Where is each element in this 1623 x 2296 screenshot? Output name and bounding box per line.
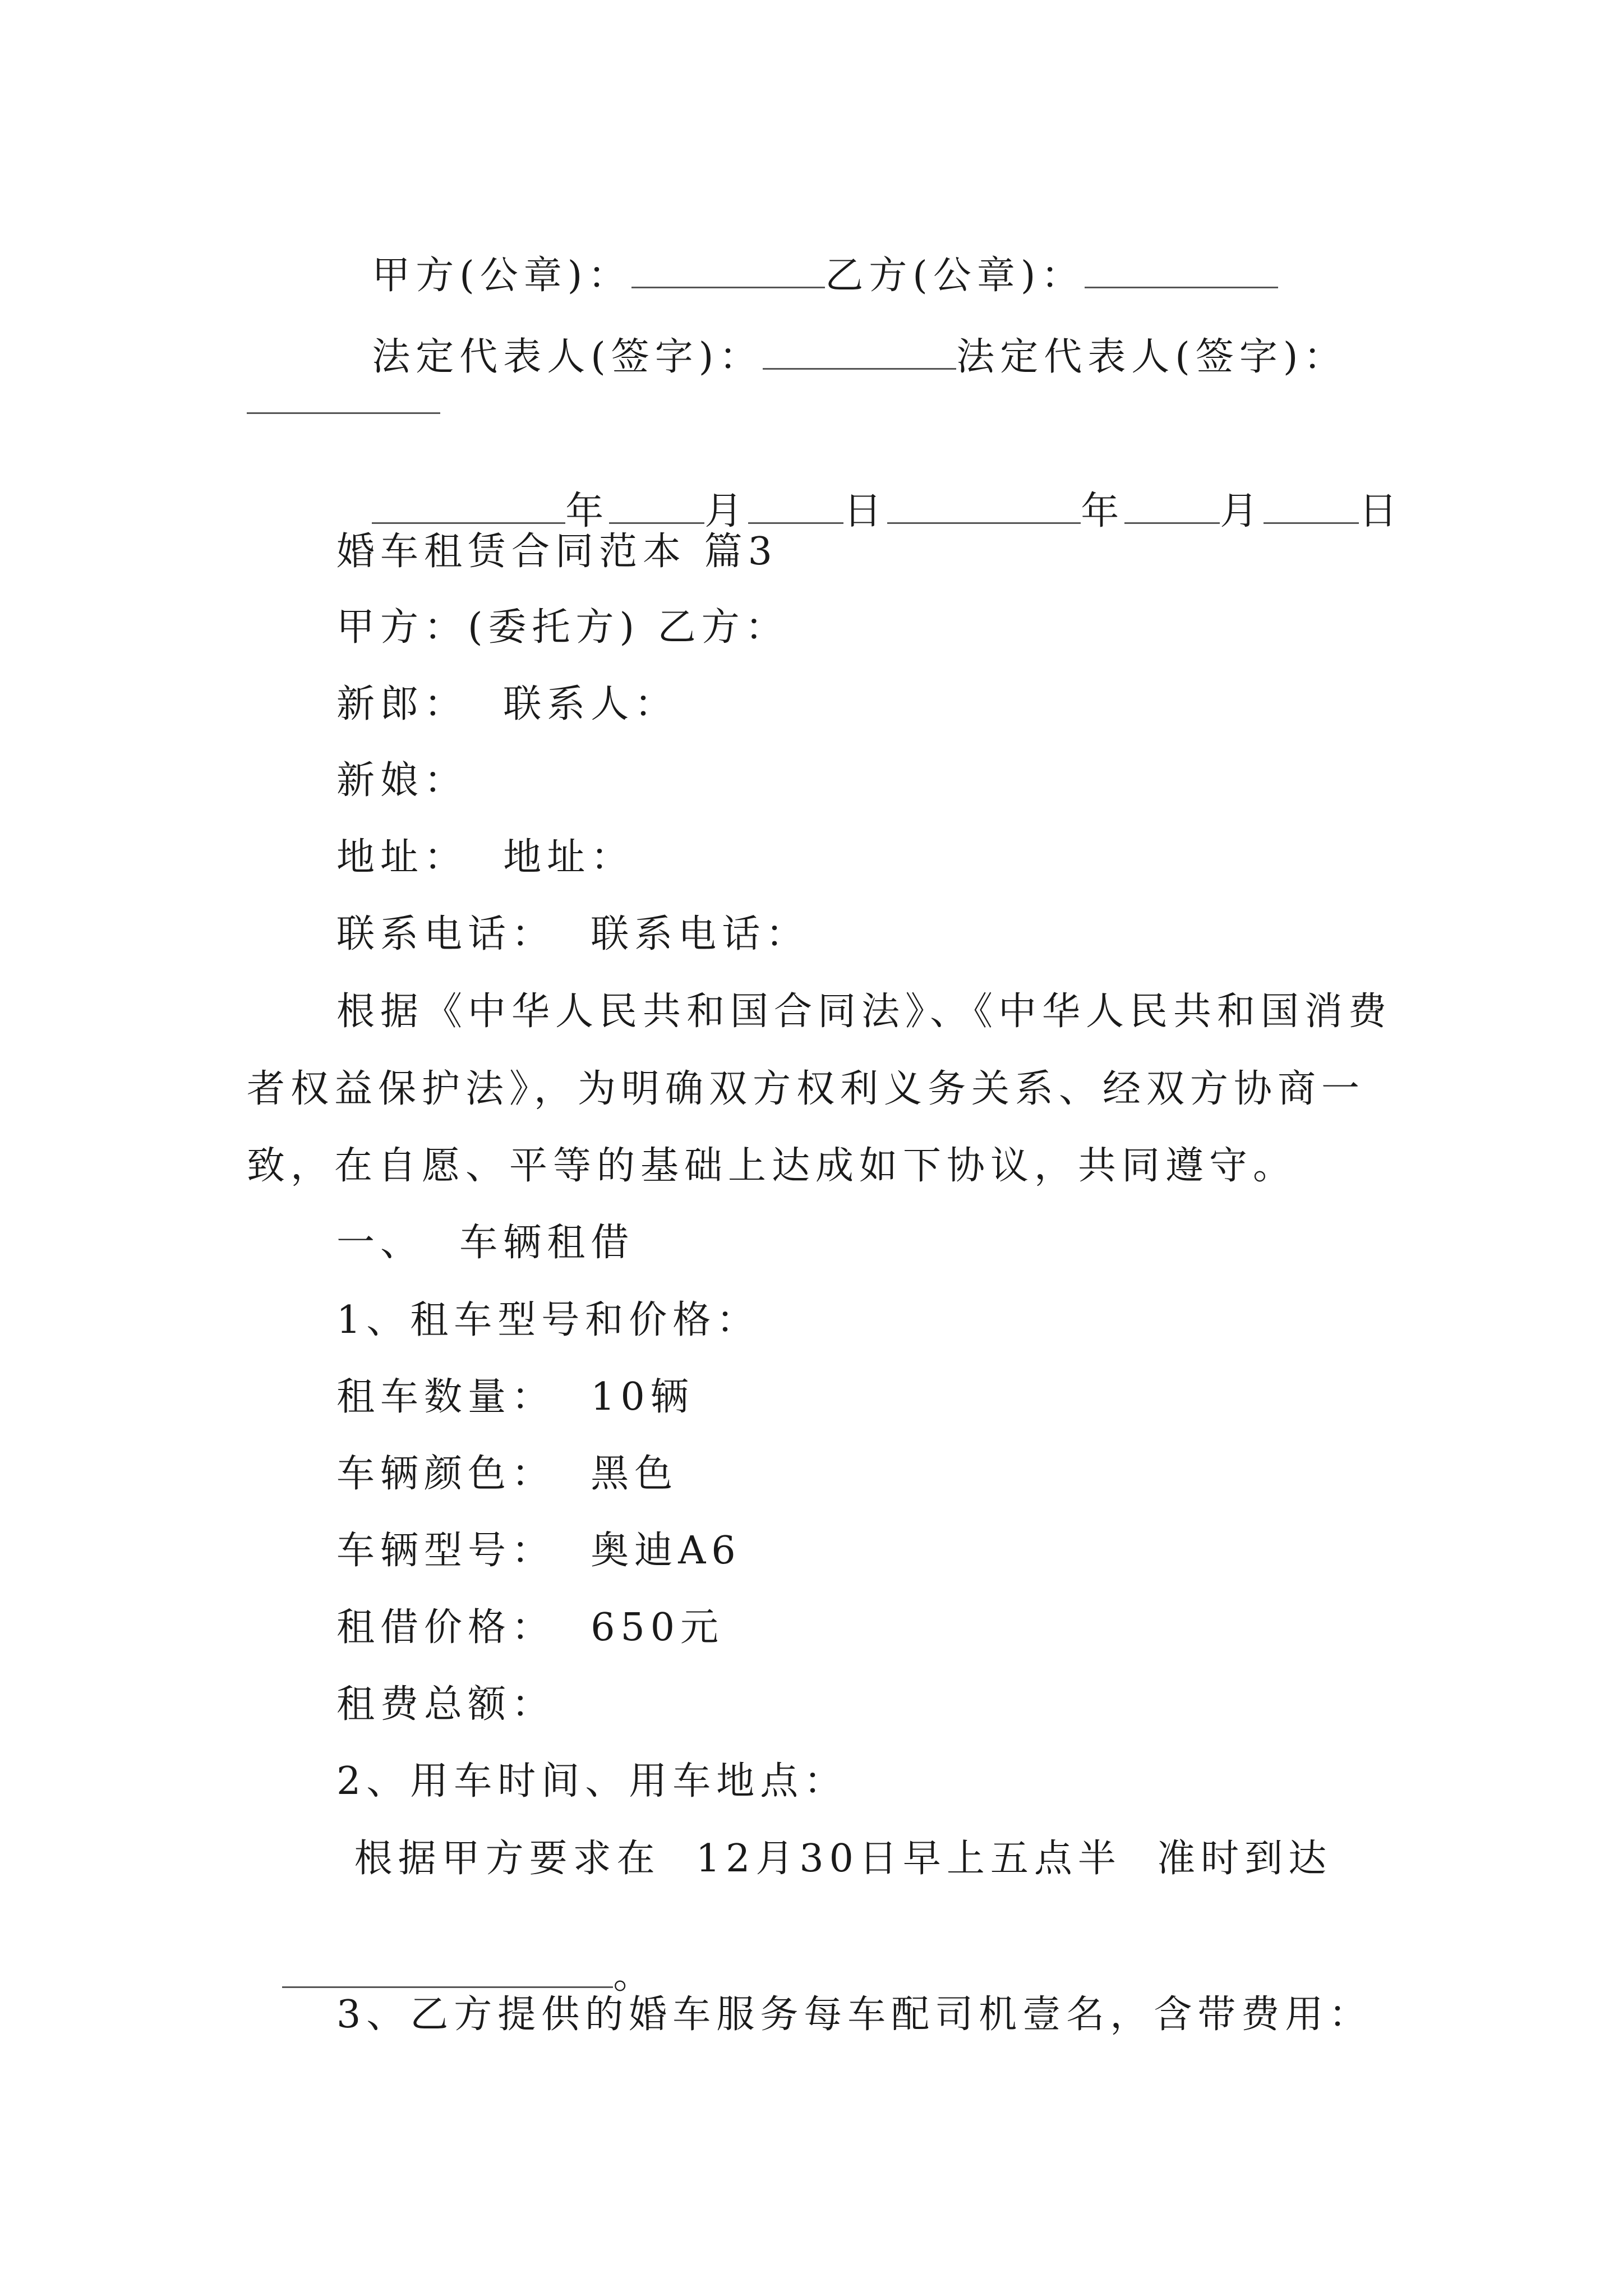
month-b-label: 月 <box>1220 489 1264 533</box>
year-b-label: 年 <box>1081 489 1125 533</box>
clause-1-heading: 一、 车辆租借 <box>336 1221 635 1265</box>
day-a-blank <box>748 494 843 524</box>
day-b-label: 日 <box>1359 489 1403 533</box>
destination-blank <box>282 1958 613 1988</box>
party-b-seal-blank <box>1085 259 1278 288</box>
year-b-blank <box>887 494 1081 524</box>
item-3-heading: 3、乙方提供的婚车服务每车配司机壹名，含带费用： <box>336 1993 1373 2037</box>
party-a-seal-blank <box>631 259 825 288</box>
preamble-line-2: 者权益保护法》，为明确双方权利义务关系、经双方协商一 <box>247 1067 1366 1111</box>
phone-line: 联系电话： 联系电话： <box>336 912 810 956</box>
year-a-blank <box>372 494 565 524</box>
seal-line <box>336 219 1278 298</box>
address-line: 地址： 地址： <box>336 835 635 880</box>
time-place-line: 根据甲方要求在 12月30日早上五点半 准时到达 <box>336 1837 1332 1881</box>
item-2-heading: 2、用车时间、用车地点： <box>336 1759 848 1803</box>
preamble-line-3: 致，在自愿、平等的基础上达成如下协议，共同遵守。 <box>247 1144 1297 1188</box>
preamble-line-1: 根据《中华人民共和国合同法》、《中华人民共和国消费 <box>336 990 1393 1034</box>
rental-total: 租费总额： <box>336 1682 556 1727</box>
party-b-seal-label: 乙方(公章)： <box>825 254 1085 298</box>
groom-line: 新郎： 联系人： <box>336 682 679 726</box>
day-a-label: 日 <box>843 489 888 533</box>
parties-line: 甲方：(委托方) 乙方： <box>336 605 789 650</box>
vehicle-model: 车辆型号： 奥迪A6 <box>336 1529 741 1573</box>
date-line <box>336 454 1403 531</box>
destination-line <box>247 1918 657 1998</box>
month-b-blank <box>1124 494 1220 524</box>
day-b-blank <box>1264 494 1359 524</box>
party-a-seal-label: 甲方(公章)： <box>372 254 632 298</box>
rental-price: 租借价格： 650元 <box>336 1605 725 1650</box>
bride-line: 新娘： <box>336 758 468 803</box>
legal-rep-a-label: 法定代表人(签字)： <box>372 335 763 379</box>
legal-rep-line <box>336 300 1348 379</box>
vehicle-color: 车辆颜色： 黑色 <box>336 1452 679 1496</box>
month-a-label: 月 <box>704 489 749 533</box>
item-1-heading: 1、租车型号和价格： <box>336 1298 760 1342</box>
legal-rep-b-label: 法定代表人(签字)： <box>956 335 1348 379</box>
month-a-blank <box>609 494 704 524</box>
legal-rep-a-blank <box>763 340 956 370</box>
destination-end: 。 <box>613 1953 657 1998</box>
year-a-label: 年 <box>565 489 610 533</box>
rental-quantity: 租车数量： 10辆 <box>336 1375 694 1419</box>
legal-rep-b-blank <box>247 412 440 414</box>
section-title: 婚车租赁合同范本 篇3 <box>336 530 778 574</box>
